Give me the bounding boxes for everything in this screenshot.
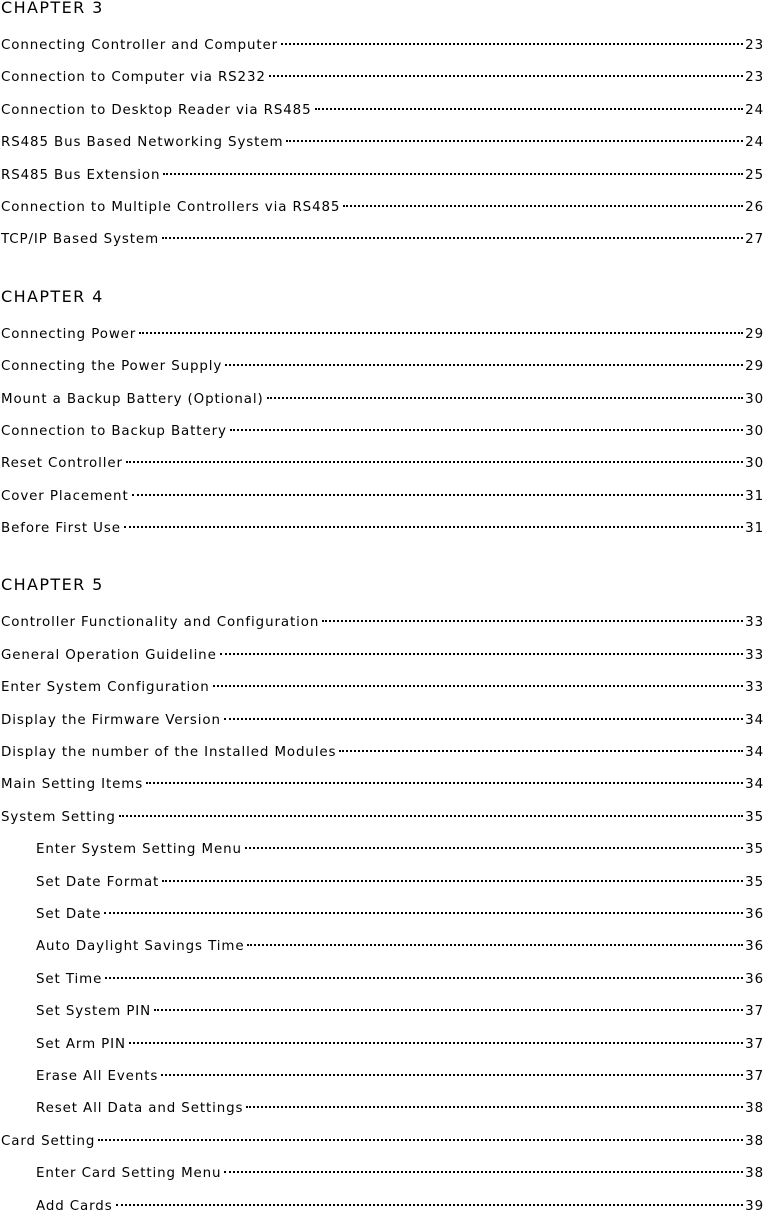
toc-entry-label: Main Setting Items: [1, 777, 144, 793]
toc-entry[interactable]: [0, 672, 764, 704]
toc-entry[interactable]: [0, 769, 764, 801]
toc-entry[interactable]: [0, 964, 764, 996]
toc-entry-page-number: 25: [745, 167, 764, 183]
toc-entry-page-number: 26: [745, 199, 764, 215]
toc-entry-label: Reset Controller: [1, 456, 123, 472]
toc-entry-page-number: 37: [745, 1004, 764, 1020]
toc-entry-label: Display the Firmware Version: [1, 712, 221, 728]
toc-entry-page-number: 31: [745, 521, 764, 537]
toc-entry[interactable]: [0, 160, 764, 192]
toc-entry-label: Set Date Format: [36, 874, 160, 890]
dot-leader: [220, 653, 743, 655]
dot-leader: [225, 364, 743, 366]
toc-entry[interactable]: [0, 802, 764, 834]
toc-entry-page-number: 34: [745, 777, 764, 793]
toc-entry-label: Cover Placement: [1, 488, 129, 504]
toc-entry[interactable]: [0, 931, 764, 963]
toc-entry[interactable]: [0, 62, 764, 94]
toc-entry-label: Controller Functionality and Configuration: [1, 615, 320, 631]
chapter-spacer: [0, 257, 764, 287]
dot-leader: [129, 1042, 743, 1044]
toc-entry-page-number: 35: [745, 874, 764, 890]
toc-entry-page-number: 33: [745, 680, 764, 696]
toc-entry[interactable]: [0, 1093, 764, 1125]
toc-entry-label: Set System PIN: [36, 1004, 152, 1020]
chapter-heading: CHAPTER 4: [1, 286, 104, 306]
toc-entry-label: Before First Use: [1, 521, 121, 537]
toc-entry-label: Connection to Computer via RS232: [1, 70, 266, 86]
toc-entry[interactable]: [0, 319, 764, 351]
toc-entry[interactable]: [0, 1158, 764, 1190]
toc-entry-label: Connection to Multiple Controllers via RS485: [1, 199, 341, 215]
dot-leader: [269, 75, 743, 77]
toc-entry[interactable]: [0, 899, 764, 931]
toc-entry[interactable]: [0, 640, 764, 672]
toc-entry[interactable]: [0, 1126, 764, 1158]
toc-entry[interactable]: [0, 737, 764, 769]
toc-entry-page-number: 30: [745, 423, 764, 439]
toc-entry-label: RS485 Bus Extension: [1, 167, 161, 183]
dot-leader: [267, 397, 744, 399]
dot-leader: [163, 173, 743, 175]
dot-leader: [315, 108, 744, 110]
toc-entry-page-number: 30: [745, 456, 764, 472]
toc-entry[interactable]: [0, 607, 764, 639]
chapter-heading: CHAPTER 3: [1, 0, 104, 17]
toc-entry-label: Set Time: [36, 971, 103, 987]
toc-entry-label: Connecting Controller and Computer: [1, 38, 279, 53]
toc-entry-page-number: 35: [745, 842, 764, 858]
toc-entry-page-number: 37: [745, 1068, 764, 1084]
toc-entry[interactable]: [0, 192, 764, 224]
toc-entry-page-number: 33: [745, 615, 764, 631]
chapter-section: [0, 287, 764, 546]
toc-entry-page-number: 34: [745, 712, 764, 728]
toc-entry-label: Add Cards: [36, 1198, 113, 1214]
dot-leader: [246, 1106, 743, 1108]
toc-entry-label: Enter System Configuration: [1, 680, 210, 696]
dot-leader: [343, 205, 743, 207]
toc-entry[interactable]: [0, 448, 764, 480]
dot-leader: [146, 782, 743, 784]
toc-entry[interactable]: [0, 1029, 764, 1061]
toc-entry-page-number: 24: [745, 135, 764, 151]
toc-entry-page-number: 23: [745, 70, 764, 86]
toc-entry-page-number: 36: [745, 939, 764, 955]
toc-entry[interactable]: [0, 224, 764, 256]
toc-entry[interactable]: [0, 481, 764, 513]
toc-entry-label: Mount a Backup Battery (Optional): [1, 391, 264, 407]
toc-entry-label: RS485 Bus Based Networking System: [1, 135, 284, 151]
toc-entry-label: General Operation Guideline: [1, 647, 217, 663]
toc-entry-page-number: 31: [745, 488, 764, 504]
dot-leader: [116, 1204, 744, 1206]
dot-leader: [139, 332, 743, 334]
toc-entry-page-number: 29: [745, 326, 764, 342]
toc-entry-page-number: 27: [745, 232, 764, 248]
toc-entry-page-number: 38: [745, 1133, 764, 1149]
dot-leader: [247, 944, 743, 946]
toc-entry-page-number: 38: [745, 1166, 764, 1182]
dot-leader: [119, 815, 743, 817]
dot-leader: [105, 977, 743, 979]
toc-entry-label: Connecting the Power Supply: [1, 359, 223, 375]
chapter-section: [0, 0, 764, 257]
toc-entry[interactable]: [0, 867, 764, 899]
toc-entry-label: Connecting Power: [1, 326, 137, 342]
toc-entry[interactable]: [0, 1191, 764, 1223]
dot-leader: [213, 685, 744, 687]
toc-entry-label: Connection to Desktop Reader via RS485: [1, 102, 312, 118]
toc-entry-label: TCP/IP Based System: [1, 232, 160, 248]
dot-leader: [230, 429, 743, 431]
dot-leader: [104, 912, 743, 914]
toc-entry-page-number: 39: [745, 1198, 764, 1214]
toc-entry[interactable]: [0, 95, 764, 127]
toc-entry-label: Enter Card Setting Menu: [36, 1166, 222, 1182]
toc-entry-page-number: 36: [745, 906, 764, 922]
toc-entry-label: Display the number of the Installed Modules: [1, 745, 337, 761]
toc-entry-label: Connection to Backup Battery: [1, 423, 227, 439]
toc-entry[interactable]: [0, 127, 764, 159]
toc-entry[interactable]: [0, 834, 764, 866]
chapter-section: [0, 575, 764, 1222]
dot-leader: [281, 43, 743, 45]
dot-leader: [339, 750, 743, 752]
toc-entry-page-number: 30: [745, 391, 764, 407]
toc-entry-page-number: 36: [745, 971, 764, 987]
toc-entry-page-number: 33: [745, 647, 764, 663]
toc-entry-page-number: 24: [745, 102, 764, 118]
toc-entry[interactable]: [0, 416, 764, 448]
toc-entry-page-number: 29: [745, 359, 764, 375]
dot-leader: [161, 1074, 743, 1076]
dot-leader: [124, 526, 743, 528]
toc-entry[interactable]: [0, 513, 764, 545]
dot-leader: [162, 880, 743, 882]
dot-leader: [322, 620, 743, 622]
toc-entry-label: Enter System Setting Menu: [36, 842, 242, 858]
toc-entry-label: System Setting: [1, 809, 116, 825]
toc-entry[interactable]: [0, 996, 764, 1028]
dot-leader: [154, 1009, 743, 1011]
toc-entry-label: Card Setting: [1, 1133, 96, 1149]
dot-leader: [286, 140, 743, 142]
toc-entry-label: Set Arm PIN: [36, 1036, 126, 1052]
toc-entry[interactable]: [0, 351, 764, 383]
dot-leader: [98, 1139, 743, 1141]
dot-leader: [162, 237, 743, 239]
dot-leader: [245, 847, 743, 849]
toc-entry[interactable]: [0, 30, 764, 62]
dot-leader: [126, 461, 743, 463]
toc-entry-page-number: 35: [745, 809, 764, 825]
chapter-heading: CHAPTER 5: [1, 575, 104, 595]
toc-entry-label: Erase All Events: [36, 1068, 159, 1084]
toc-entry-page-number: 34: [745, 745, 764, 761]
dot-leader: [224, 718, 743, 720]
toc-entry[interactable]: [0, 1061, 764, 1093]
toc-entry-label: Reset All Data and Settings: [36, 1101, 244, 1117]
toc-entry[interactable]: [0, 384, 764, 416]
chapter-spacer: [0, 545, 764, 575]
dot-leader: [132, 494, 744, 496]
toc-entry-page-number: 37: [745, 1036, 764, 1052]
toc-entry-label: Set Date: [36, 906, 102, 922]
toc-entry-page-number: 38: [745, 1101, 764, 1117]
toc-entry-label: Auto Daylight Savings Time: [36, 939, 245, 955]
toc-entry[interactable]: [0, 705, 764, 737]
toc-entry-page-number: 23: [745, 38, 764, 53]
dot-leader: [224, 1171, 743, 1173]
